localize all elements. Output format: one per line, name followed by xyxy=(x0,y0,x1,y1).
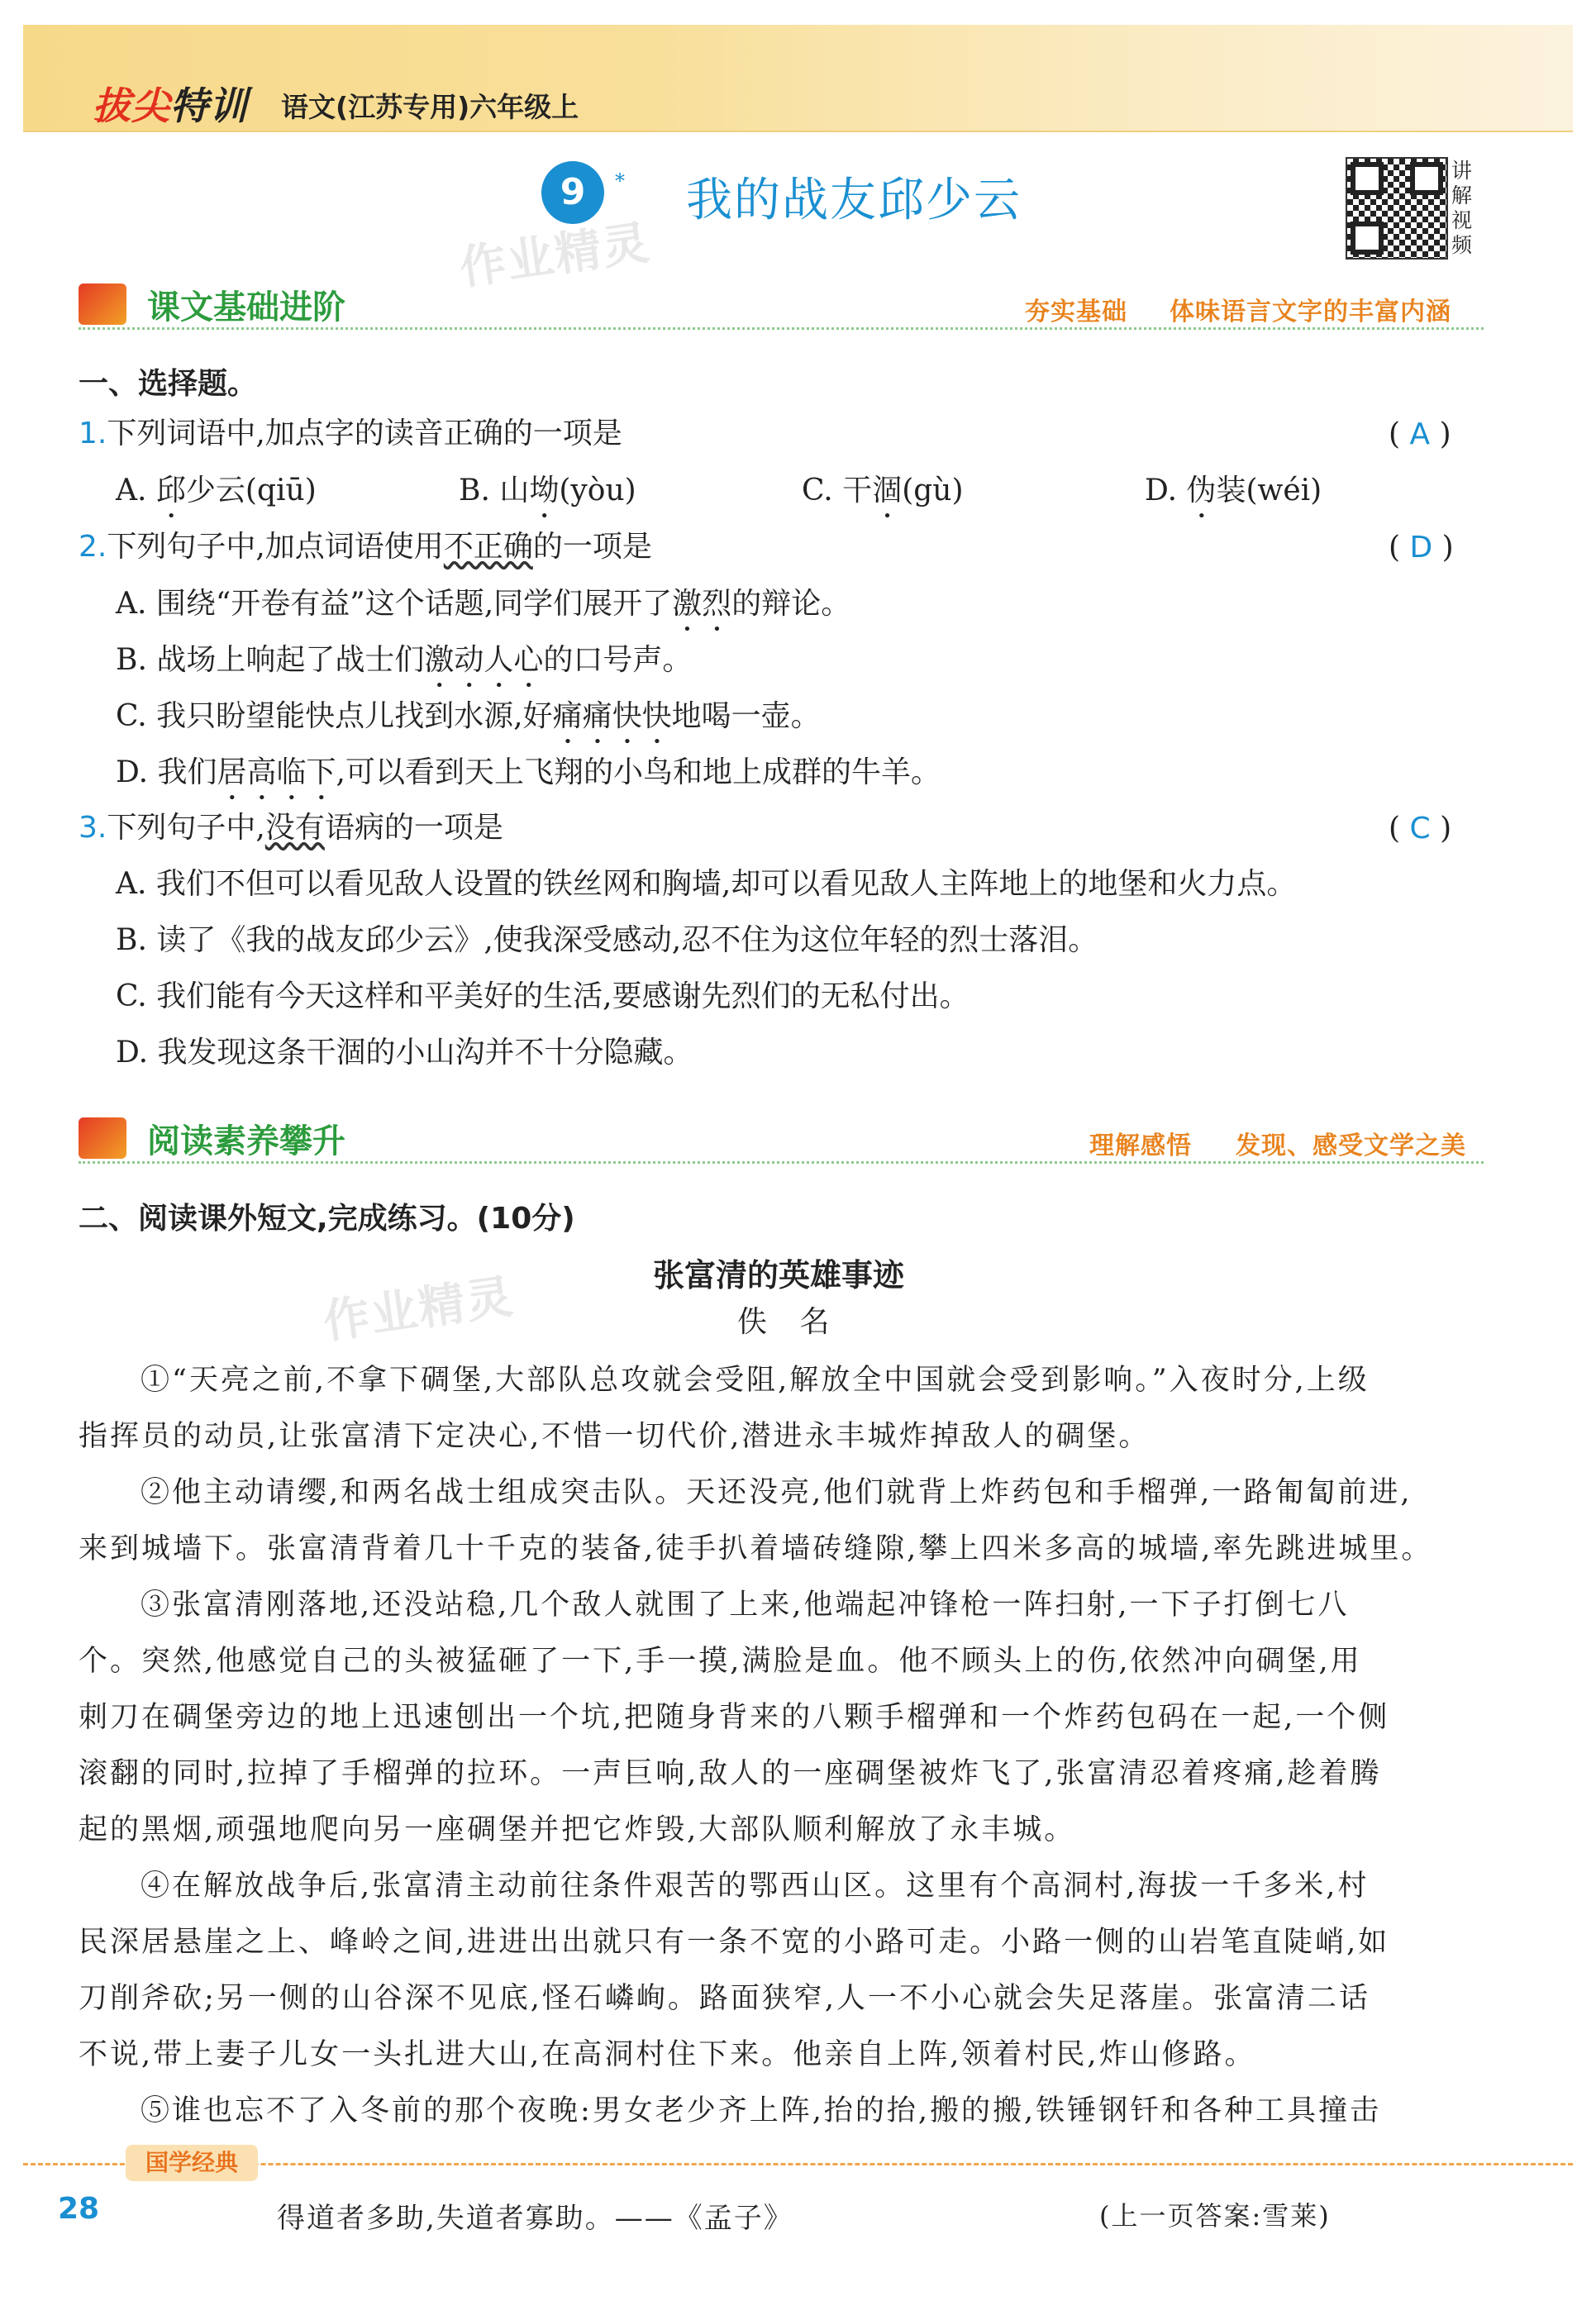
flag-icon xyxy=(79,1117,126,1159)
article-title: 张富清的英雄事迹 xyxy=(653,1257,905,1293)
article-line: 民深居悬崖之上、峰岭之间,进进出出就只有一条不宽的小路可走。小路一侧的山岩笔直陡峭,如 xyxy=(79,1926,1390,1959)
q2-option-d: D. 我们居高临下,可以看到天上飞翔的小鸟和地上成群的牛羊。 xyxy=(116,755,941,789)
article-line: ②他主动请缨,和两名战士组成突击队。天还没亮,他们就背上炸药包和手榴弹,一路匍匐前进, xyxy=(141,1476,1413,1509)
article-line: 起的黑烟,顽强地爬向另一座碉堡并把它炸毁,大部队顺利解放了永丰城。 xyxy=(79,1813,1076,1846)
section1-title: 课文基础进阶 xyxy=(147,288,345,326)
footer-tag: 国学经典 xyxy=(126,2145,258,2181)
part1-heading: 一、选择题。 xyxy=(79,367,258,401)
article-line: 滚翻的同时,拉掉了手榴弹的拉环。一声巨响,敌人的一座碉堡被炸飞了,张富清忍着疼痛,趁着腾 xyxy=(79,1757,1382,1790)
lesson-number: 9 xyxy=(541,161,604,224)
article-line: ⑤谁也忘不了入冬前的那个夜晚:男女老少齐上阵,抬的抬,搬的搬,铁锤钢钎和各种工具撞击 xyxy=(141,2094,1382,2127)
lesson-star: * xyxy=(615,169,625,193)
article-line: 个。突然,他感觉自己的头被猛砸了一下,手一摸,满脸是血。他不顾头上的伤,依然冲向碉堡,用 xyxy=(79,1645,1362,1678)
q3-option-a: A. 我们不但可以看见敌人设置的铁丝网和胸墙,却可以看见敌人主阵地上的地堡和火力点。 xyxy=(116,867,1297,901)
q1-answer: ( A ) xyxy=(1389,417,1451,451)
article-line: ③张富清刚落地,还没站稳,几个敌人就围了上来,他端起冲锋枪一阵扫射,一下子打倒七八 xyxy=(141,1589,1350,1622)
header-band xyxy=(23,25,1573,132)
part2-heading: 二、阅读课外短文,完成练习。(10分) xyxy=(79,1202,575,1236)
q1-stem: 1.下列词语中,加点字的读音正确的一项是 xyxy=(79,417,622,450)
article-line: 不说,带上妻子儿女一头扎进大山,在高洞村住下来。他亲自上阵,领着村民,炸山修路。 xyxy=(79,2038,1256,2071)
q1-option-d: D. 伪装(wéi) xyxy=(1145,474,1322,507)
q2-stem: 2.下列句子中,加点词语使用不正确的一项是 xyxy=(79,530,652,564)
q2-option-a: A. 围绕“开卷有益”这个话题,同学们展开了激烈的辩论。 xyxy=(116,587,851,621)
watermark-middle: 作业精灵 xyxy=(320,1270,518,1350)
brand-logo: 拔尖特训 xyxy=(93,83,248,128)
section2-title: 阅读素养攀升 xyxy=(147,1122,345,1160)
q3-option-c: C. 我们能有今天这样和平美好的生活,要感谢先烈们的无私付出。 xyxy=(116,979,970,1013)
q2-option-b: B. 战场上响起了战士们激动人心的口号声。 xyxy=(116,643,693,677)
article-line: 刺刀在碉堡旁边的地上迅速刨出一个坑,把随身背来的八颗手榴弹和一个炸药包码在一起,一个侧 xyxy=(79,1701,1390,1734)
article-line: 指挥员的动员,让张富清下定决心,不惜一切代价,潜进永丰城炸掉敌人的碉堡。 xyxy=(79,1420,1151,1453)
q1-option-a: A. 邱少云(qiū) xyxy=(116,474,317,507)
star-flag-icon xyxy=(79,283,126,325)
article-line: ①“天亮之前,不拿下碉堡,大部队总攻就会受阻,解放全中国就会受到影响。”入夜时分,上级 xyxy=(141,1364,1370,1397)
q3-stem: 3.下列句子中,没有语病的一项是 xyxy=(79,811,503,845)
previous-page-answer: (上一页答案:雪莱) xyxy=(1099,2200,1331,2232)
section2-divider xyxy=(79,1161,1484,1164)
q1-option-b: B. 山坳(yòu) xyxy=(459,474,636,507)
section1-divider xyxy=(79,327,1484,330)
q3-option-d: D. 我发现这条干涸的小山沟并不十分隐藏。 xyxy=(116,1036,693,1070)
q2-option-c: C. 我只盼望能快点儿找到水源,好痛痛快快地喝一壶。 xyxy=(116,699,821,733)
section2-tag1: 理解感悟 xyxy=(1089,1131,1192,1160)
q3-option-b: B. 读了《我的战友邱少云》,使我深受感动,忍不住为这位年轻的烈士落泪。 xyxy=(116,923,1098,957)
q2-answer: ( D ) xyxy=(1389,531,1454,565)
article-author: 佚 名 xyxy=(737,1305,841,1339)
qr-code-icon[interactable] xyxy=(1346,157,1448,260)
article-line: 刀削斧砍;另一侧的山谷深不见底,怪石嶙峋。路面狭窄,人一不小心就会失足落崖。张富清二话 xyxy=(79,1982,1371,2015)
section2-tag2: 发现、感受文学之美 xyxy=(1236,1131,1466,1160)
q1-option-c: C. 干涸(gù) xyxy=(802,474,964,507)
section1-tag1: 夯实基础 xyxy=(1025,298,1127,326)
qr-label: 讲解视频 xyxy=(1451,159,1473,257)
section1-tag2: 体味语言文字的丰富内涵 xyxy=(1170,298,1451,326)
lesson-title: 我的战友邱少云 xyxy=(686,174,1022,227)
article-line: ④在解放战争后,张富清主动前往条件艰苦的鄂西山区。这里有个高洞村,海拔一千多米,村 xyxy=(141,1870,1370,1903)
book-subject: 语文(江苏专用)六年级上 xyxy=(281,91,579,123)
page-number: 28 xyxy=(58,2192,100,2226)
watermark-top: 作业精灵 xyxy=(456,216,655,296)
footer-quote: 得道者多助,失道者寡助。——《孟子》 xyxy=(277,2202,793,2235)
q3-answer: ( C ) xyxy=(1389,812,1452,846)
article-line: 来到城墙下。张富清背着几十千克的装备,徒手扒着墙砖缝隙,攀上四米多高的城墙,率先跳进城里。 xyxy=(79,1532,1433,1565)
